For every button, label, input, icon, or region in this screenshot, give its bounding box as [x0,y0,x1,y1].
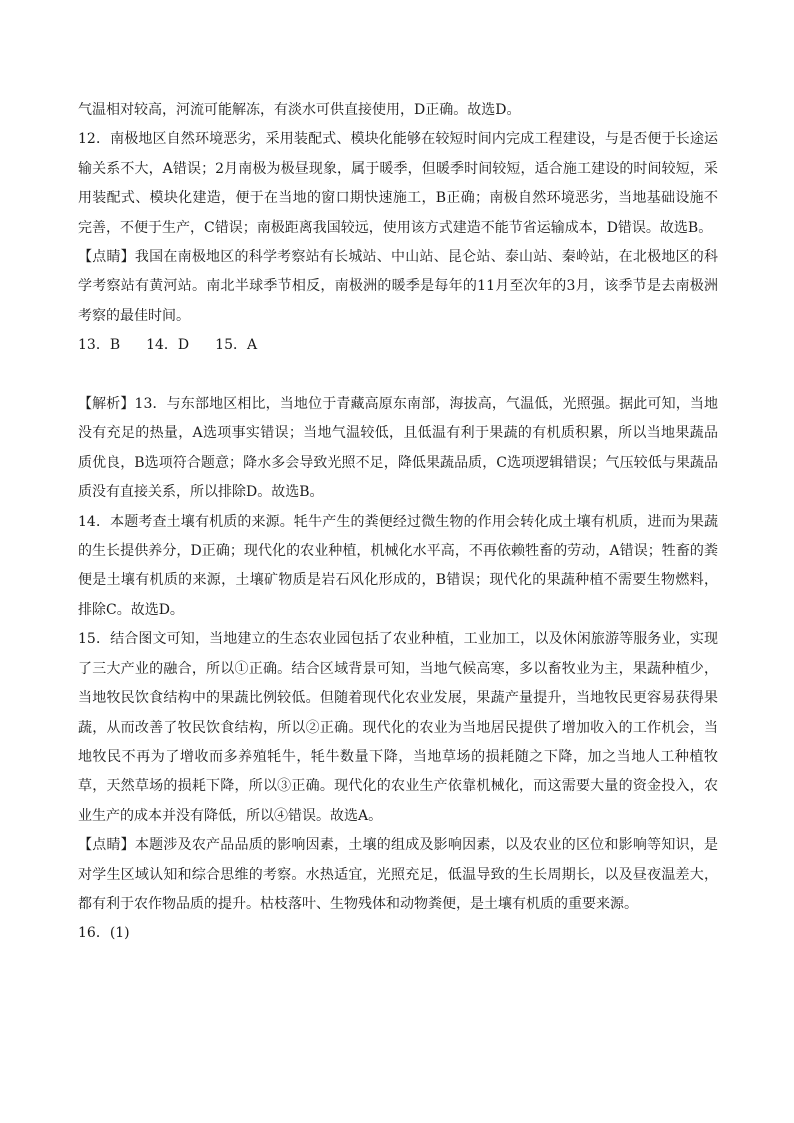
paragraph-q12-note: 【点睛】我国在南极地区的科学考察站有长城站、中山站、昆仑站、泰山站、秦岭站，在北极地区的科学考察站有黄河站。南北半球季节相反，南极洲的暖季是每年的11月至次年的3月，该季节是去南极洲考察的最佳时间。 [78,249,718,324]
paragraph-q14-analysis: 14．本题考查土壤有机质的来源。牦牛产生的粪便经过微生物的作用会转化成土壤有机质，进而为果蔬的生长提供养分，D正确；现代化的农业种植，机械化水平高，不再依赖牲畜的劳动，A错误；牲畜的粪便是土壤有机质的来源，土壤矿物质是岩石风化形成的，B错误；现代化的果蔬种植不需要生物燃料，排除C。故选D。 [78,513,718,618]
answer-13: 13．B [78,337,121,354]
paragraph-q13-analysis: 【解析】13．与东部地区相比，当地位于青藏高原东南部，海拔高，气温低，光照强。据此可知，当地没有充足的热量，A选项事实错误；当地气温较低，且低温有利于果蔬的有机质积累，所以当地果蔬品质优良，B选项符合题意；降水多会导致光照不足，降低果蔬品质，C选项逻辑错误；气压较低与果蔬品质没有直接关系，所以排除D。故选B。 [78,396,718,501]
answer-14: 14．D [146,337,190,354]
answer-15: 15．A [215,337,258,354]
paragraph-q11-end: 气温相对较高，河流可能解冻，有淡水可供直接使用，D正确。故选D。 [78,102,521,118]
document-body [78,96,718,949]
paragraph-q15-analysis: 15．结合图文可知，当地建立的生态农业园包括了农业种植，工业加工，以及休闲旅游等服务业，实现了三大产业的融合，所以①正确。结合区域背景可知，当地气候高寒，多以畜牧业为主，果蔬种植少，当地牧民饮食结构中的果蔬比例较低。但随着现代化农业发展，果蔬产量提升，当地牧民更容易获得果蔬，从而改善了牧民饮食结构，所以②正确。现代化的农业为当地居民提供了增加收入的工作机会，当地牧民不再为了增收而多养殖牦牛，牦牛数量下降，当地草场的损耗随之下降，加之当地人工种植牧草，天然草场的损耗下降，所以③正确。现代化的农业生产依靠机械化，而这需要大量的资金投入，农业生产的成本并没有降低，所以④错误。故选A。 [78,631,718,824]
paragraph-q13-15-note: 【点睛】本题涉及农产品品质的影响因素，土壤的组成及影响因素，以及农业的区位和影响等知识，是对学生区域认知和综合思维的考察。水热适宜，光照充足，低温导致的生长周期长，以及昼夜温差大，都有利于农作物品质的提升。枯枝落叶、生物残体和动物粪便，是土壤有机质的重要来源。 [78,837,718,912]
answer-line [78,331,718,360]
blank-line [78,361,718,390]
paragraph-q12-analysis: 12．南极地区自然环境恶劣，采用装配式、模块化能够在较短时间内完成工程建设，与是否便于长途运输关系不大，A错误；2月南极为极昼现象，属于暖季，但暖季时间较短，适合施工建设的时间较短，采用装配式、模块化建造，便于在当地的窗口期快速施工，B正确；南极自然环境恶劣，当地基础设施不完善，不便于生产，C错误；南极距离我国较远，使用该方式建造不能节省运输成本，D错误。故选B。 [78,131,718,236]
paragraph-q16-start: 16．(1) [78,925,130,942]
